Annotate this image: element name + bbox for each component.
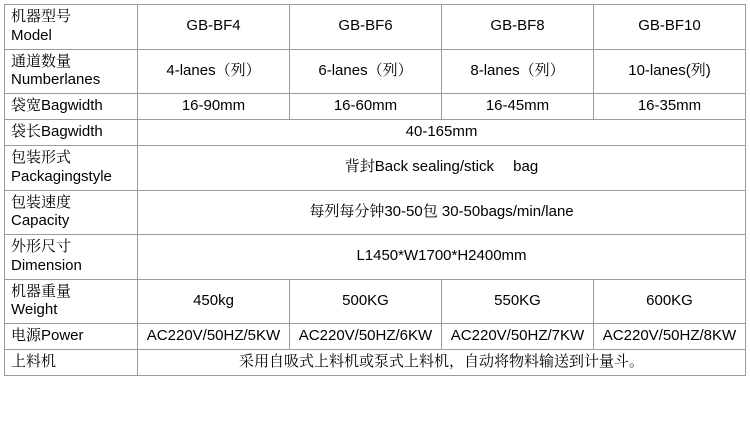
cell-value: 16-60mm xyxy=(290,94,442,120)
cell-value: L1450*W1700*H2400mm xyxy=(138,235,746,280)
cell-value: 8-lanes（列） xyxy=(442,49,594,94)
table-row xyxy=(5,120,746,146)
row-label: 袋宽Bagwidth xyxy=(5,94,138,120)
cell-value: 每列每分钟30-50包 30-50bags/min/lane xyxy=(138,190,746,235)
cell-value: 550KG xyxy=(442,279,594,324)
table-row xyxy=(5,324,746,350)
table-row xyxy=(5,235,746,280)
cell-value: GB-BF6 xyxy=(290,5,442,50)
row-label: 机器型号 Model xyxy=(5,5,138,50)
cell-value: 16-90mm xyxy=(138,94,290,120)
table-row xyxy=(5,94,746,120)
cell-value: 450kg xyxy=(138,279,290,324)
table-row xyxy=(5,279,746,324)
cell-value: GB-BF4 xyxy=(138,5,290,50)
row-label: 包装形式 Packagingstyle xyxy=(5,146,138,191)
table-row xyxy=(5,5,746,50)
cell-value: 40-165mm xyxy=(138,120,746,146)
cell-value: 10-lanes(列) xyxy=(594,49,746,94)
cell-value: 4-lanes（列） xyxy=(138,49,290,94)
cell-value: AC220V/50HZ/6KW xyxy=(290,324,442,350)
table-row xyxy=(5,190,746,235)
table-row xyxy=(5,49,746,94)
row-label: 机器重量 Weight xyxy=(5,279,138,324)
row-label: 袋长Bagwidth xyxy=(5,120,138,146)
cell-value: 采用自吸式上料机或泵式上料机，自动将物料输送到计量斗。 xyxy=(138,350,746,376)
row-label: 电源Power xyxy=(5,324,138,350)
cell-value: 16-35mm xyxy=(594,94,746,120)
table-row xyxy=(5,146,746,191)
cell-value: 6-lanes（列） xyxy=(290,49,442,94)
cell-value: 背封Back sealing/stick bag xyxy=(138,146,746,191)
cell-value: 600KG xyxy=(594,279,746,324)
specification-table xyxy=(4,4,746,376)
row-label: 外形尺寸 Dimension xyxy=(5,235,138,280)
cell-value: 500KG xyxy=(290,279,442,324)
cell-value: AC220V/50HZ/7KW xyxy=(442,324,594,350)
cell-value: AC220V/50HZ/8KW xyxy=(594,324,746,350)
row-label: 包装速度 Capacity xyxy=(5,190,138,235)
row-label: 上料机 xyxy=(5,350,138,376)
row-label: 通道数量 Numberlanes xyxy=(5,49,138,94)
cell-value: 16-45mm xyxy=(442,94,594,120)
cell-value: AC220V/50HZ/5KW xyxy=(138,324,290,350)
cell-value: GB-BF10 xyxy=(594,5,746,50)
table-row xyxy=(5,350,746,376)
cell-value: GB-BF8 xyxy=(442,5,594,50)
